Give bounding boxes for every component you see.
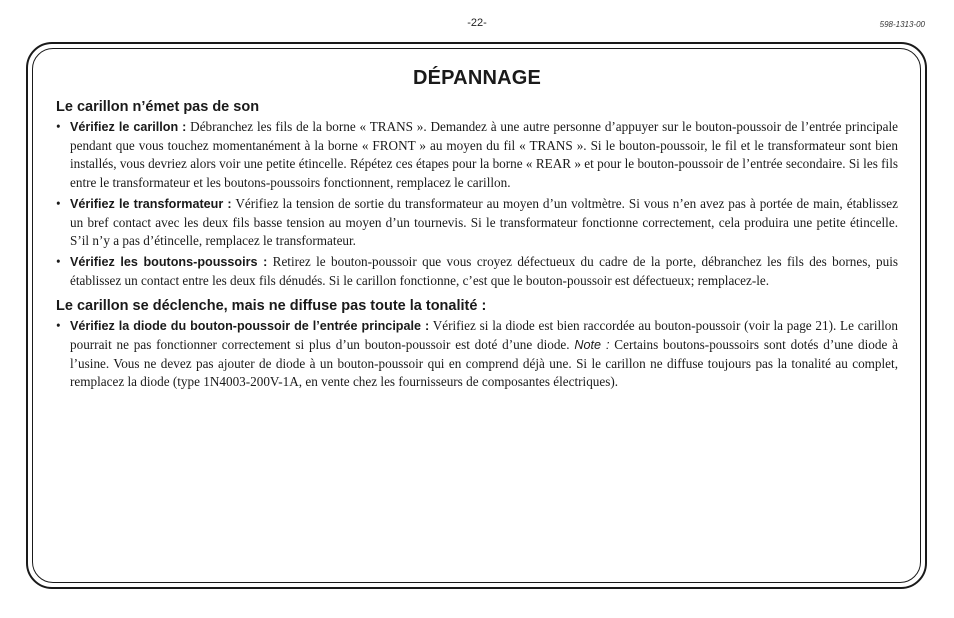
list-item xyxy=(56,253,898,290)
item-text: Retirez le bouton-poussoir que vous croyez défectueux du cadre de la porte, débranchez les fils des bornes, puis établissez un contact entre les deux fils dénudés. Si le carillon fonctionne, c’est que le bouton-poussoir est défectueux; remplacez-le. xyxy=(70,253,898,288)
bullet-icon: • xyxy=(56,318,61,334)
no-sound-checklist xyxy=(56,118,898,290)
bullet-icon: • xyxy=(56,253,61,269)
list-item xyxy=(56,118,898,193)
item-lead: Vérifiez la diode du bouton-poussoir de l’entrée principale : xyxy=(70,319,430,334)
item-lead: Vérifiez le carillon : xyxy=(70,120,187,134)
item-text: Débranchez les fils de la borne « TRANS ». Demandez à une autre personne d’appuyer sur le bouton-poussoir de l’entrée principale pendant que vous touchez momentanément à la borne « FRONT » au moyen du fil « TRANS ». Si le bouton-poussoir, le fil et le transformateur sont bien installés, vous devriez alors voir une petite étincelle. Répétez ces étapes pour la borne « REAR » et pour le bouton-poussoir de l’entrée secondaire. Si les fils entre le transformateur et les boutons-poussoirs fonctionnent, remplacez le carillon. xyxy=(70,119,898,191)
item-lead: Vérifiez le transformateur : xyxy=(70,196,232,211)
troubleshooting-content xyxy=(56,62,898,394)
document-code: 598-1313-00 xyxy=(879,20,925,29)
page-title: DÉPANNAGE xyxy=(412,67,542,89)
section-heading-no-sound: Le carillon n’émet pas de son xyxy=(56,99,260,115)
item-text-continued: Certains boutons-poussoirs sont dotés d’une diode à l’usine. Vous ne devez pas ajouter de diode à un bouton-poussoir qui en comprend déjà une. Si le carillon ne diffuse toujours pas la tonalité au complet, remplacez la diode (type 1N4003-200V-1A, en vente chez les fournisseurs de composantes électriques). xyxy=(70,337,899,390)
item-text: Vérifiez si la diode est bien raccordée au bouton-poussoir (voir la page 21). Le carillon pourrait ne pas fonctionner correctement si plus d’un bouton-poussoir est doté d’une diode. xyxy=(70,318,898,353)
list-item xyxy=(56,195,898,251)
item-lead: Vérifiez les boutons-poussoirs : xyxy=(70,254,268,269)
list-item xyxy=(56,317,898,392)
item-text: Vérifiez la tension de sortie du transformateur au moyen d’un voltmètre. Si vous n’en avez pas à portée de main, établissez un bref contact avec les deux fils basse tension au moyen d’un tournevis. Si le transformateur fonctionne correctement, cela produira une petite étincelle. S’il n’y a pas d’étincelle, remplacez le transformateur. xyxy=(70,195,898,249)
note-label: Note : xyxy=(574,338,610,353)
page-number: -22- xyxy=(467,17,487,29)
section-heading-partial-tone: Le carillon se déclenche, mais ne diffuse pas toute la tonalité : xyxy=(56,298,487,315)
bullet-icon: • xyxy=(56,195,61,211)
partial-tone-checklist xyxy=(56,317,898,392)
bullet-icon: • xyxy=(56,119,61,134)
